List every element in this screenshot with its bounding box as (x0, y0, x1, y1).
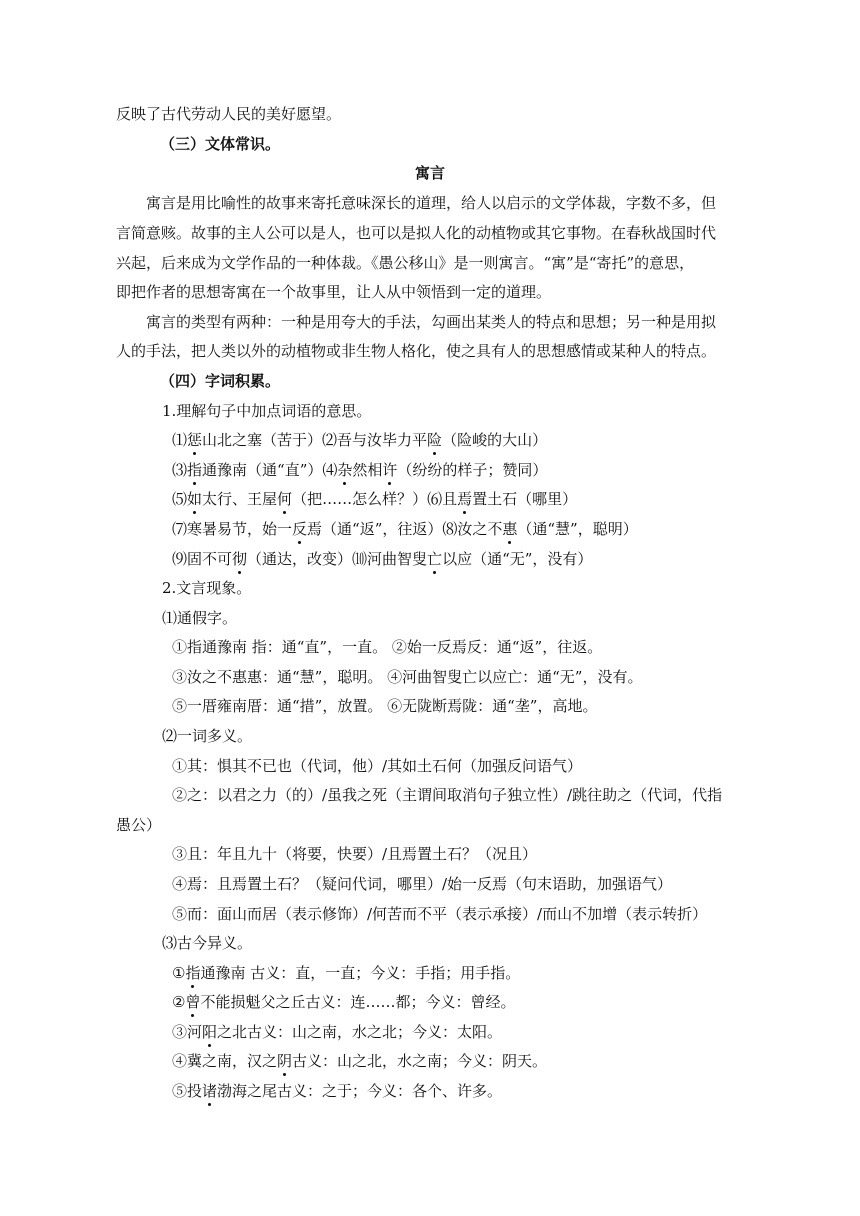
list-item: ④焉：且焉置土石？（疑问代词，哪里）/始一反焉（句末语助，加强语气） (172, 875, 673, 893)
paragraph-line: 寓言是用比喻性的故事来寄托意味深长的道理，给人以启示的文学体裁，字数不多，但 (146, 194, 717, 212)
list-item: ②之：以君之力（的）/虽我之死（主谓间取消句子独立性）/跳往助之（代词，代指 (172, 786, 723, 804)
list-item: ⑤投诸渤海之尾古义：之于；今义：各个、许多。 (172, 1082, 503, 1100)
list-item: ④冀之南，汉之阴古义：山之北，水之南；今义：阴天。 (172, 1052, 548, 1070)
paragraph-line: 兴起，后来成为文学作品的一种体裁。《愚公移山》是一则寓言。“寓”是“寄托”的意思， (116, 254, 695, 272)
list-item: ①指通豫南 指：通“直”，一直。 ②始一反焉反：通“返”，往返。 (172, 638, 603, 656)
list-item: ①指通豫南 古义：直，一直；今义：手指；用手指。 (172, 964, 521, 982)
item-heading: 2.文言现象。 (162, 579, 252, 597)
subsection-title: 寓言 (414, 164, 445, 182)
sub-heading: ⑶古今异义。 (162, 934, 253, 952)
list-item: ②曾不能损魁父之丘古义：连……都；今义：曾经。 (172, 993, 516, 1011)
paragraph-line: 人的手法，把人类以外的动植物或非生物人格化，使之具有人的思想感情或某种人的特点。 (116, 342, 717, 360)
list-item: ③汝之不惠惠：通“慧”，聪明。 ④河曲智叟亡以应亡：通“无”，没有。 (172, 668, 643, 686)
section-heading: （四）字词积累。 (160, 372, 281, 390)
text-line: 反映了古代劳动人民的美好愿望。 (116, 105, 342, 123)
paragraph-line: 寓言的类型有两种：一种是用夸大的手法，勾画出某类人的特点和思想；另一种是用拟 (146, 313, 717, 331)
section-heading: （三）文体常识。 (160, 135, 281, 153)
list-item: ①其：惧其不已也（代词，他）/其如土石何（加强反问语气） (172, 757, 583, 775)
list-item: ③且：年且九十（将要，快要）/且焉置土石？（况且） (172, 845, 538, 863)
item-heading: 1.理解句子中加点词语的意思。 (162, 402, 372, 420)
list-item-continued: 愚公） (116, 816, 162, 834)
example-line: ⑶指通豫南（通“直”）⑷杂然相许（纷纷的样子；赞同） (172, 461, 548, 479)
example-line: ⑼固不可彻（通达，改变）⑽河曲智叟亡以应（通“无”，没有） (172, 550, 593, 568)
paragraph-line: 言简意赅。故事的主人公可以是人，也可以是拟人化的动植物或其它事物。在春秋战国时代 (116, 224, 717, 242)
list-item: ⑤而：面山而居（表示修饰）/何苦而不平（表示承接）/而山不加增（表示转折） (172, 905, 708, 923)
sub-heading: ⑵一词多义。 (162, 727, 253, 745)
example-line: ⑺寒暑易节，始一反焉（通“返”，往返）⑻汝之不惠（通“慧”，聪明） (172, 520, 638, 538)
sub-heading: ⑴通假字。 (162, 609, 238, 627)
example-line: ⑸如太行、王屋何（把……怎么样？）⑹且焉置土石（哪里） (172, 490, 578, 508)
paragraph-line: 即把作者的思想寄寓在一个故事里，让人从中领悟到一定的道理。 (116, 283, 552, 301)
list-item: ③河阳之北古义：山之南，水之北；今义：太阳。 (172, 1023, 503, 1041)
example-line: ⑴惩山北之塞（苦于）⑵吾与汝毕力平险（险峻的大山） (172, 431, 548, 449)
list-item: ⑤一厝雍南厝：通“措”，放置。 ⑥无陇断焉陇：通“垄”，高地。 (172, 697, 598, 715)
